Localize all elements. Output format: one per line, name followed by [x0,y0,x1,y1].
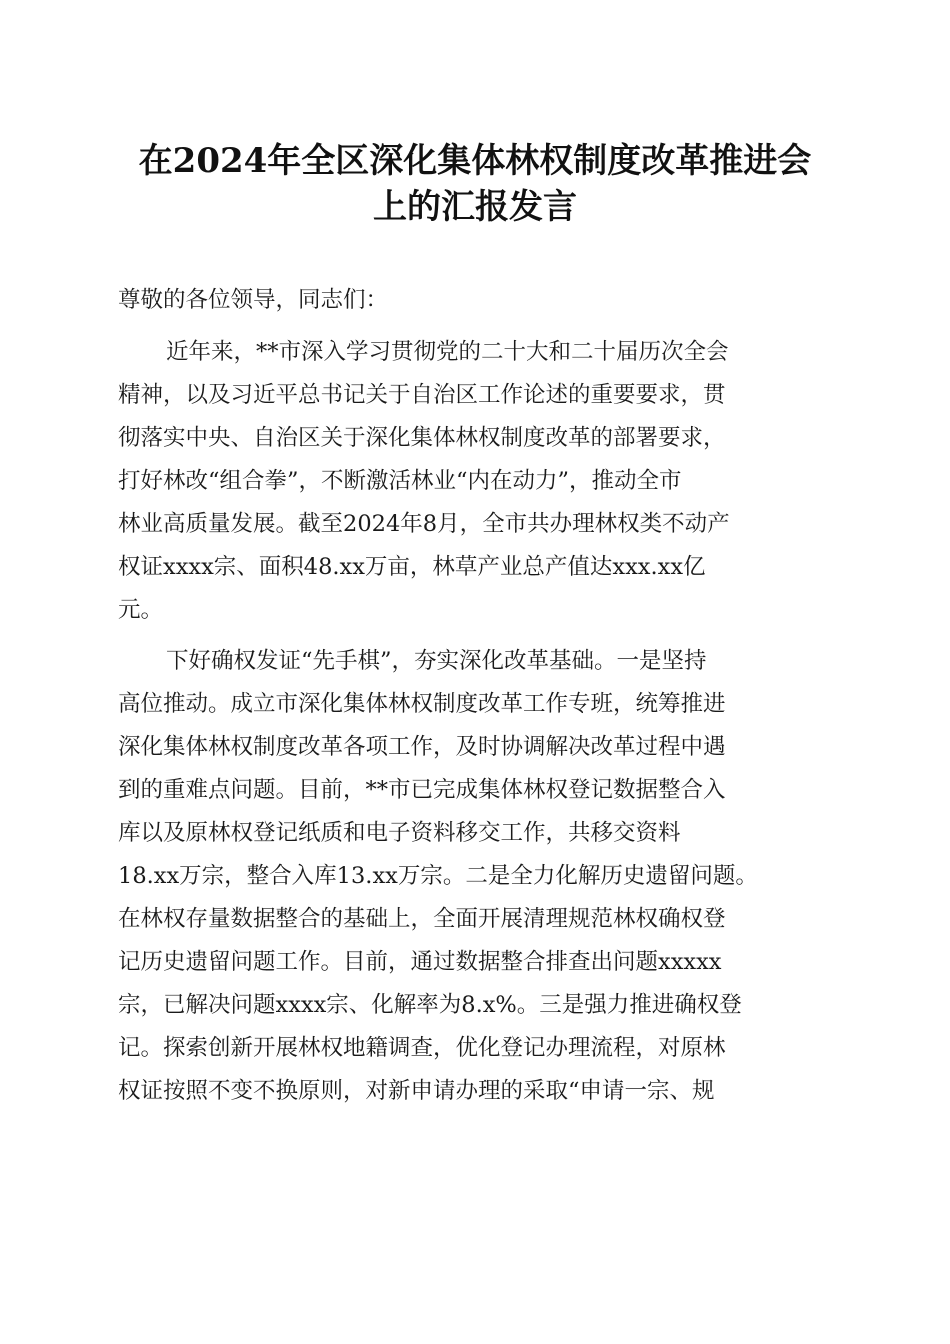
paragraph-line: 高位推动。成立市深化集体林权制度改革工作专班，统筹推进 [118,691,726,717]
greeting: 尊敬的各位领导，同志们： [118,287,389,313]
paragraph-line: 记。探索创新开展林权地籍调查，优化登记办理流程，对原林 [118,1035,726,1061]
paragraph-line: 权证按照不变不换原则，对新申请办理的采取“申请一宗、规 [118,1078,715,1104]
paragraph-line: 记历史遗留问题工作。目前，通过数据整合排查出问题xxxxx [118,949,722,975]
paragraph-line: 深化集体林权制度改革各项工作，及时协调解决改革过程中遇 [118,734,726,760]
paragraph-line: 精神，以及习近平总书记关于自治区工作论述的重要要求，贯 [118,382,726,408]
paragraph-line: 打好林改“组合拳”，不断激活林业“内在动力”，推动全市 [118,468,682,494]
paragraph-1 [118,334,838,643]
paragraph-line: 林业高质量发展。截至2024年8月，全市共办理林权类不动产 [118,511,730,537]
title-line-1: 在2024年全区深化集体林权制度改革推进会 [138,141,812,181]
paragraph-line: 库以及原林权登记纸质和电子资料移交工作，共移交资料 [118,820,681,846]
paragraph-line: 近年来，**市深入学习贯彻党的二十大和二十届历次全会 [166,339,729,365]
paragraph-line: 下好确权发证“先手棋”，夯实深化改革基础。一是坚持 [166,648,707,674]
paragraph-2 [118,643,838,1116]
paragraph-line: 彻落实中央、自治区关于深化集体林权制度改革的部署要求， [118,425,726,451]
paragraph-line: 宗，已解决问题xxxx宗、化解率为8.x%。三是强力推进确权登 [118,992,742,1018]
paragraph-line: 在林权存量数据整合的基础上，全面开展清理规范林权确权登 [118,906,726,932]
document-body [118,282,838,1116]
document-title [100,138,850,230]
paragraph-line: 元。 [118,597,164,623]
paragraph-line: 18.xx万宗，整合入库13.xx万宗。二是全力化解历史遗留问题。 [118,863,758,889]
title-line-2: 上的汇报发言 [373,187,577,227]
paragraph-line: 到的重难点问题。目前，**市已完成集体林权登记数据整合入 [118,777,726,803]
paragraph-line: 权证xxxx宗、面积48.xx万亩，林草产业总产值达xxx.xx亿 [118,554,706,580]
